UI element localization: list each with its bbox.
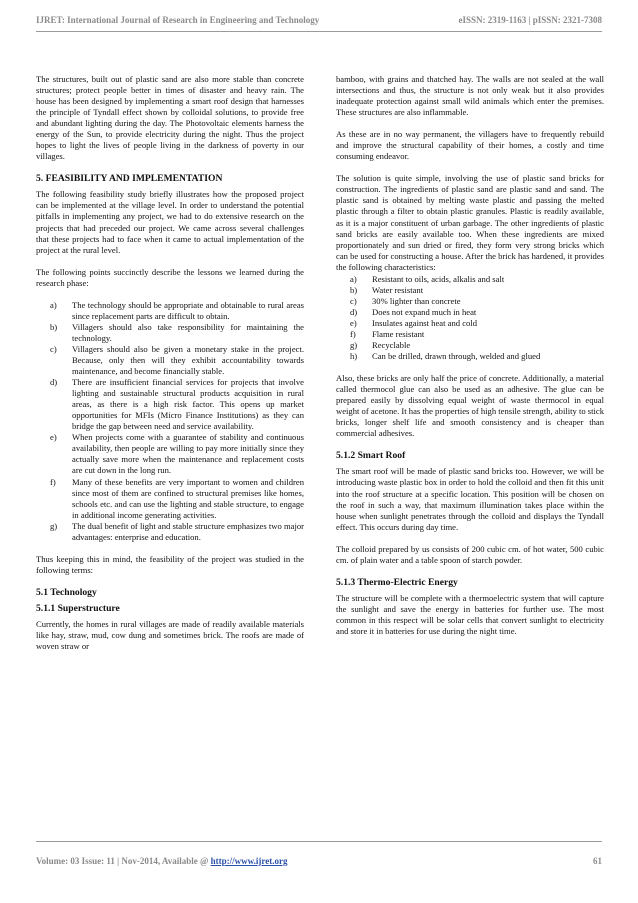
list-item [36,300,304,322]
list-marker: f) [50,476,56,487]
list-item [336,329,604,340]
section-5-1-heading: 5.1 Technology [36,586,97,598]
list-marker: e) [50,432,57,443]
footer-volume [36,856,287,866]
section-5-1-3-heading: 5.1.3 Thermo-Electric Energy [336,576,458,588]
list-item [336,307,604,318]
list-text: Resistant to oils, acids, alkalis and salt [372,273,505,284]
lessons-intro: The following points succinctly describe the lessons we learned during the research phase: [36,266,304,288]
journal-title: IJRET: International Journal of Research in Engineering and Technology [36,15,320,25]
walls-paragraph: bamboo, with grains and thatched hay. The walls are not sealed at the wall intersections and thus, the structure is not only weak but it also provides inadequate protection against small wild animals which enter the premises. These structures are also inflammable. [336,74,604,118]
list-marker: c) [50,343,57,354]
superstructure-paragraph: Currently, the homes in rural villages are made of readily available materials like hay, straw, mud, cow dung and sometimes brick. The roofs are made of woven straw or [36,618,304,651]
list-item [336,318,604,329]
list-marker: a) [350,273,357,284]
list-item [36,322,304,344]
list-item [336,274,604,285]
list-marker: d) [50,377,58,388]
list-marker: b) [50,321,58,332]
list-marker: e) [350,317,357,328]
colloid-paragraph: The colloid prepared by us consists of 200 cubic cm. of hot water, 500 cubic cm. of plain water and a table spoon of starch powder. [336,543,604,565]
list-text: Can be drilled, drawn through, welded and glued [372,351,541,362]
list-text: When projects come with a guarantee of stability and continuous availability, then people are willing to pay more initially since they actually save more when the maintenance and replacement costs are cut down in the long run. [72,432,304,476]
solution-paragraph: The solution is quite simple, involving the use of plastic sand bricks for construction. The ingredients of plastic sand are plastic sand and sand. The plastic sand is obtained by melting waste plastic and passing the melted plastic through a filter to obtain plastic granules. Plastic is readily available, as it is a major constituent of urban garbage. The other ingredients of plastic sand bricks are easily available too. When these ingredients are mixed proportionately and sun dried or fired, they form very strong bricks which can be used for constructing a house. After the brick has hardened, it provides the following characteristics: [336,173,604,272]
list-text: Many of these benefits are very important to women and children since most of them are confined to structural premises like homes, schools etc. and can use the lighting and stable structure, to engage in additional income generating activities. [72,476,304,520]
list-marker: a) [50,299,57,310]
page-header [36,13,602,27]
section-5-1-2-heading: 5.1.2 Smart Roof [336,450,406,462]
list-item [36,521,304,543]
list-item [336,296,604,307]
price-paragraph: Also, these bricks are only half the price of concrete. Additionally, a material called thermocol glue can also be used as an adhesive. The glue can be prepared easily by dissolving equal weight of waste thermocol in equal weight of acetone. It has the properties of high tensile strength, ability to stick bricks, longer shelf life and smooth consistency and is cheaper than commercial adhesives. [336,373,605,439]
volume-text: Volume: 03 Issue: 11 | Nov-2014, Available @ [36,856,209,866]
section-5-1-1-heading: 5.1.1 Superstructure [36,602,120,614]
list-marker: f) [350,328,356,339]
page-number: 61 [593,856,602,866]
list-item [36,344,304,377]
feasibility-paragraph: The following feasibility study briefly illustrates how the proposed project can be implemented at the village level. In order to understand the potential pitfalls in implementing any project, we had to do extensive research on the projects that had preceded our project. We came across several challenges that these projects had to face when it came to actual implementation of the project at the rural level. [36,189,304,255]
header-rule [36,31,602,32]
list-marker: g) [50,520,58,531]
list-item [336,351,604,362]
list-item [336,340,604,351]
list-marker: h) [350,351,358,362]
list-item [36,432,304,476]
rebuild-paragraph: As these are in no way permanent, the villagers have to frequently rebuild and improve the structural capability of their homes, a costly and time consuming endeavor. [336,129,604,162]
section-5-heading: 5. FEASIBILITY AND IMPLEMENTATION [36,173,223,185]
list-marker: g) [350,340,358,351]
list-marker: c) [350,295,357,306]
left-column [36,74,304,663]
list-text: Villagers should also be given a monetary stake in the project. Because, only then will they exhibit accountability towards maintenance, and become financially stable. [72,343,304,377]
lessons-list [36,300,304,543]
terms-paragraph: Thus keeping this in mind, the feasibility of the project was studied in the following terms: [36,553,304,575]
list-text: There are insufficient financial services for projects that involve lighting and sustainable structural products acquisition in rural areas, as there is a high risk factor. This opens up market opportunities for MFIs (Micro Finance Institutions) as they can bridge the gap between need and service availability. [72,377,304,432]
footer-rule [36,841,602,842]
list-item [36,377,304,432]
list-text: The technology should be appropriate and obtainable to rural areas since replacement parts are difficult to obtain. [72,299,304,321]
list-item [336,285,604,296]
journal-link[interactable]: http://www.ijret.org [210,856,288,866]
list-text: Recyclable [372,340,411,351]
list-item [36,477,304,521]
intro-paragraph: The structures, built out of plastic sand are also more stable than concrete structures; protect people better in times of disaster and heavy rain. The house has been designed by implementing a smart roof design that harnesses the principle of Tyndall effect shown by colloidal solutions, to provide free and abundant lighting during the day. The Photovoltaic elements harness the energy of the Sun, to provide electricity during the night. Thus the project hopes to light the lives of people living in the darkness of poverty in our villages. [36,74,304,162]
characteristics-list [336,274,604,362]
list-marker: d) [350,306,358,317]
list-text: Villagers should also take responsibility for maintaining the technology. [72,321,304,343]
list-text: Flame resistant [372,328,425,339]
list-text: 30% lighter than concrete [372,295,461,306]
page-footer [36,856,602,866]
right-column [336,74,604,648]
list-text: The dual benefit of light and stable structure emphasizes two major advantages: enterprise and education. [72,520,304,542]
smart-roof-paragraph: The smart roof will be made of plastic sand bricks too. However, we will be introducing waste plastic box in order to hold the colloid and then fit this unit into the roof structure at a specific location. This position will be chosen on the roof in such a way, that maximum illumination takes place within the house when sunlight penetrates through the colloid and displays the Tyndall effect. This occurs during day time. [336,466,604,532]
list-text: Water resistant [372,284,424,295]
list-text: Insulates against heat and cold [372,317,478,328]
list-text: Does not expand much in heat [372,306,477,317]
list-marker: b) [350,284,358,295]
issn-info: eISSN: 2319-1163 | pISSN: 2321-7308 [458,15,602,25]
thermo-paragraph: The structure will be complete with a thermoelectric system that will capture the sunlight and save the energy in batteries for further use. The most common in this respect will be solar cells that convert sunlight to electricity and store it in batteries for use during the night time. [336,592,604,636]
